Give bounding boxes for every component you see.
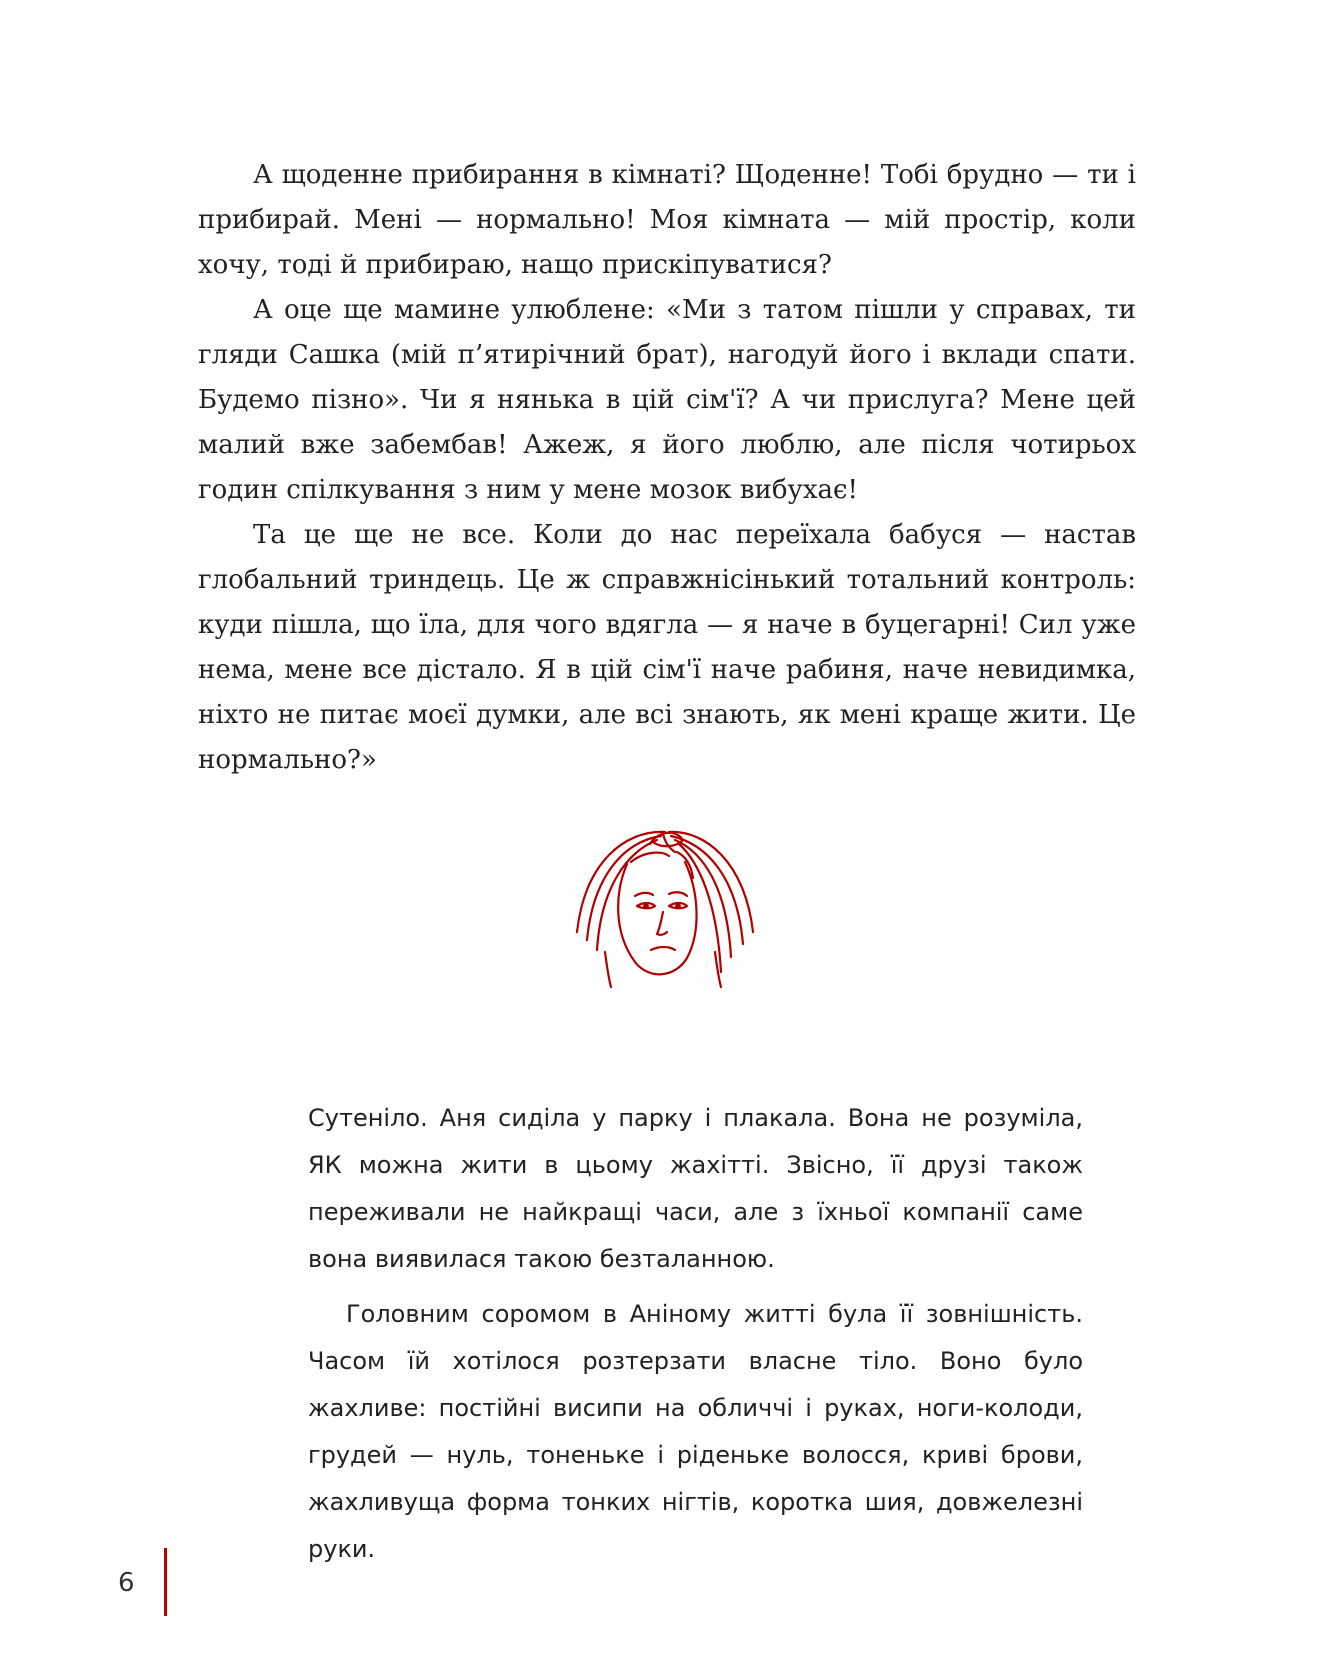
letter-text-block (198, 153, 1136, 783)
letter-paragraph: А щоденне прибирання в кімнаті? Щоденне! Тобі брудно — ти і прибирай. Мені — нормально! Моя кімната — мій простір, коли хочу, тоді й прибираю, нащо прискіпуватися? (198, 160, 1136, 280)
narrative-paragraph: Сутеніло. Аня сиділа у парку і плакала. Вона не розуміла, ЯК можна жити в цьому жахітті. Звісно, її друзі також переживали не найкращі часи, але з їхньої компанії саме вона виявилася такою безталанною. (308, 1104, 1083, 1273)
page-number-divider (164, 1548, 167, 1616)
girl-face-drawing-icon (565, 822, 765, 992)
narrative-text-block (308, 1095, 1083, 1573)
letter-paragraph: А оце ще мамине улюблене: «Ми з татом пішли у справах, ти гляди Сашка (мій п’ятирічний брат), нагодуй його і вклади спати. Будемо пізно». Чи я нянька в цій сім'ї? А чи прислуга? Мене цей малий вже забембав! Ажеж, я його люблю, але після чотирьох годин спілкування з ним у мене мозок вибухає! (198, 295, 1136, 505)
letter-paragraph: Та це ще не все. Коли до нас переїхала бабуся — настав глобальний триндець. Це ж справжнісінький тотальний контроль: куди пішла, що їла, для чого вдягла — я наче в буцегарні! Сил уже нема, мене все дістало. Я в цій сім'ї наче рабиня, наче невидимка, ніхто не питає моєї думки, але всі знають, як мені краще жити. Це нормально?» (198, 520, 1136, 775)
narrative-paragraph: Головним соромом в Аніному житті була її зовнішність. Часом їй хотілося розтерзати власне тіло. Воно було жахливе: постійні висипи на обличчі і руках, ноги-колоди, грудей — нуль, тоненьке і ріденьке волосся, криві брови, жахливуща форма тонких нігтів, коротка шия, довжелезні руки. (308, 1300, 1083, 1563)
page-number: 6 (118, 1568, 135, 1598)
